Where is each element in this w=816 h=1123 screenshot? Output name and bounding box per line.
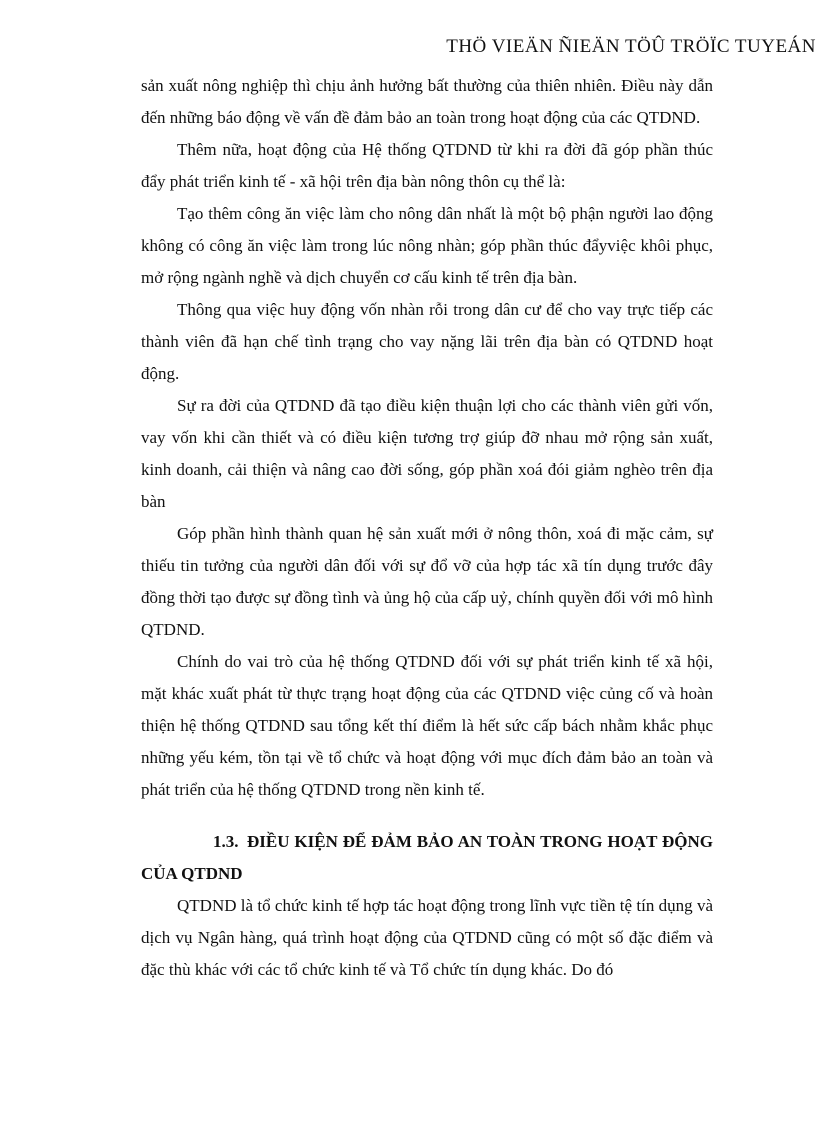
paragraph-5: Sự ra đời của QTDND đã tạo điều kiện thuận lợi cho các thành viên gửi vốn, vay vốn khi cần thiết và có điều kiện tương trợ giúp đỡ nhau mở rộng sản xuất, kinh doanh, cải thiện và nâng cao đời sống, góp phần xoá đói giảm nghèo trên địa bàn (141, 396, 713, 511)
section-number: 1.3. (213, 832, 239, 851)
paragraph-2: Thêm nữa, hoạt động của Hệ thống QTDND từ khi ra đời đã góp phần thúc đẩy phát triển kinh tế - xã hội trên địa bàn nông thôn cụ thể là: (141, 140, 713, 191)
paragraph-7: Chính do vai trò của hệ thống QTDND đối với sự phát triển kinh tế xã hội, mặt khác xuất phát từ thực trạng hoạt động của các QTDND việc củng cố và hoàn thiện hệ thống QTDND sau tổng kết thí điểm là hết sức cấp bách nhằm khắc phục những yếu kém, tồn tại về tổ chức và hoạt động với mục đích đảm bảo an toàn và phát triển của hệ thống QTDND trong nền kinh tế. (141, 652, 713, 799)
document-body (141, 70, 713, 986)
paragraph-6: Góp phần hình thành quan hệ sản xuất mới ở nông thôn, xoá đi mặc cảm, sự thiếu tin tưởng của người dân đối với sự đổ vỡ của hợp tác xã tín dụng trước đây đồng thời tạo được sự đồng tình và ủng hộ của cấp uỷ, chính quyền đối với mô hình QTDND. (141, 524, 713, 639)
paragraph-8: QTDND là tổ chức kinh tế hợp tác hoạt động trong lĩnh vực tiền tệ tín dụng và dịch vụ Ngân hàng, quá trình hoạt động của QTDND cũng có một số đặc điểm và đặc thù khác với các tổ chức kinh tế và Tổ chức tín dụng khác. Do đó (141, 896, 713, 979)
page-header: THÖ VIEÄN ÑIEÄN TÖÛ TRÖÏC TUYEÁN (446, 36, 816, 57)
paragraph-3: Tạo thêm công ăn việc làm cho nông dân nhất là một bộ phận người lao động không có công ăn việc làm trong lúc nông nhàn; góp phần thúc đẩyviệc khôi phục, mở rộng ngành nghề và dịch chuyển cơ cấu kinh tế trên địa bàn. (141, 204, 713, 287)
paragraph-1: sản xuất nông nghiệp thì chịu ảnh hưởng bất thường của thiên nhiên. Điều này dẫn đến những báo động về vấn đề đảm bảo an toàn trong hoạt động của các QTDND. (141, 76, 713, 127)
section-heading (141, 826, 713, 890)
section-title: ĐIỀU KIỆN ĐỂ ĐẢM BẢO AN TOÀN TRONG HOẠT ĐỘNG CỦA QTDND (141, 832, 713, 883)
paragraph-4: Thông qua việc huy động vốn nhàn rỗi trong dân cư để cho vay trực tiếp các thành viên đã hạn chế tình trạng cho vay nặng lãi trên địa bàn có QTDND hoạt động. (141, 300, 713, 383)
